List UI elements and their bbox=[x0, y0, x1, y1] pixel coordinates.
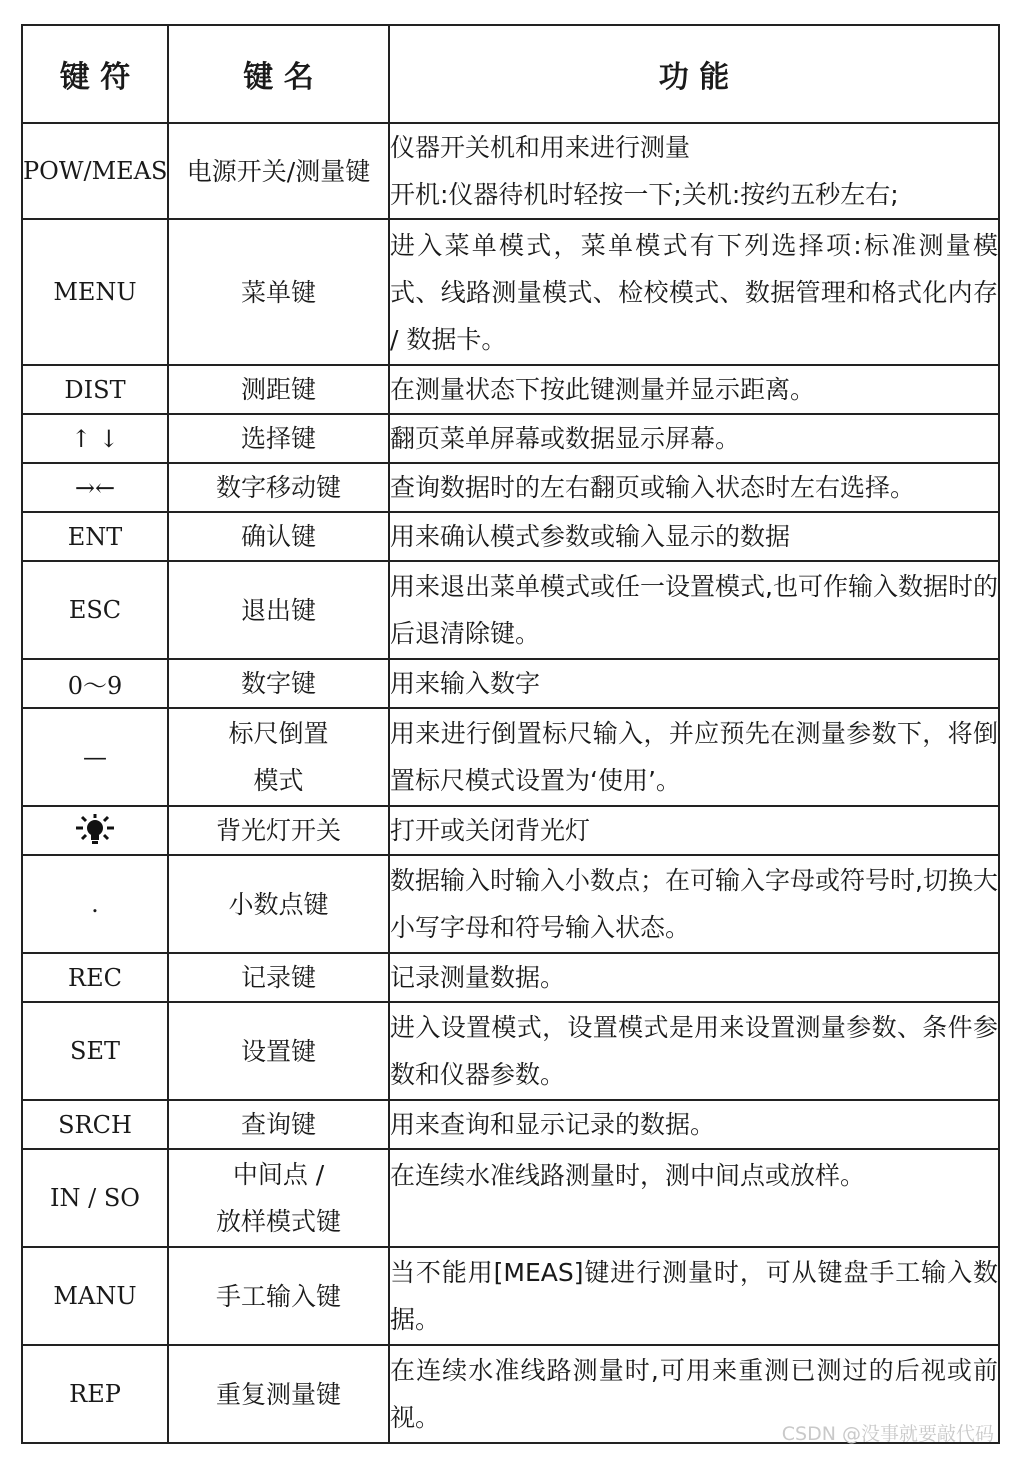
backlight-bulb-icon bbox=[74, 814, 116, 848]
table-row bbox=[22, 414, 999, 463]
key-function: 用来进行倒置标尺输入，并应预先在测量参数下，将倒置标尺模式设置为‘使用’。 bbox=[389, 708, 999, 806]
key-name: 重复测量键 bbox=[168, 1345, 389, 1443]
key-symbol: 0～9 bbox=[22, 659, 168, 708]
key-name: 确认键 bbox=[168, 512, 389, 561]
key-symbol: ESC bbox=[22, 561, 168, 659]
key-name: 选择键 bbox=[168, 414, 389, 463]
key-name: 设置键 bbox=[168, 1002, 389, 1100]
key-function: 打开或关闭背光灯 bbox=[389, 806, 999, 855]
table-row bbox=[22, 855, 999, 953]
key-name: 背光灯开关 bbox=[168, 806, 389, 855]
table-row bbox=[22, 512, 999, 561]
key-name: 电源开关/测量键 bbox=[168, 123, 389, 219]
key-name: 中间点 / 放样模式键 bbox=[168, 1149, 389, 1247]
key-function: 记录测量数据。 bbox=[389, 953, 999, 1002]
key-symbol: REC bbox=[22, 953, 168, 1002]
table-row bbox=[22, 561, 999, 659]
header-symbol: 键 符 bbox=[22, 25, 168, 123]
key-symbol: →← bbox=[22, 463, 168, 512]
key-function: 进入菜单模式，菜单模式有下列选择项:标准测量模式、线路测量模式、检校模式、数据管理和格式化内存 / 数据卡。 bbox=[389, 219, 999, 365]
key-name: 小数点键 bbox=[168, 855, 389, 953]
header-name: 键 名 bbox=[168, 25, 389, 123]
table-row bbox=[22, 953, 999, 1002]
table-row bbox=[22, 1002, 999, 1100]
key-function: 当不能用[MEAS]键进行测量时，可从键盘手工输入数据。 bbox=[389, 1247, 999, 1345]
key-symbol: — bbox=[22, 708, 168, 806]
table-row bbox=[22, 463, 999, 512]
key-function: 用来退出菜单模式或任一设置模式,也可作输入数据时的后退清除键。 bbox=[389, 561, 999, 659]
table-row bbox=[22, 1149, 999, 1247]
header-function: 功 能 bbox=[389, 25, 999, 123]
table-row bbox=[22, 708, 999, 806]
table-row bbox=[22, 1247, 999, 1345]
key-symbol: POW/MEAS bbox=[22, 123, 168, 219]
key-symbol: DIST bbox=[22, 365, 168, 414]
key-symbol: REP bbox=[22, 1345, 168, 1443]
key-name: 数字移动键 bbox=[168, 463, 389, 512]
key-function: 在测量状态下按此键测量并显示距离。 bbox=[389, 365, 999, 414]
key-symbol: SRCH bbox=[22, 1100, 168, 1149]
key-symbol: ENT bbox=[22, 512, 168, 561]
key-symbol: MANU bbox=[22, 1247, 168, 1345]
header-row bbox=[22, 25, 999, 123]
key-symbol bbox=[22, 806, 168, 855]
table-row bbox=[22, 123, 999, 219]
key-function: 用来查询和显示记录的数据。 bbox=[389, 1100, 999, 1149]
table-row bbox=[22, 659, 999, 708]
key-function: 在连续水准线路测量时，测中间点或放样。 bbox=[389, 1149, 999, 1247]
key-function: 数据输入时输入小数点；在可输入字母或符号时,切换大小写字母和符号输入状态。 bbox=[389, 855, 999, 953]
table-row bbox=[22, 1100, 999, 1149]
key-symbol: ↑ ↓ bbox=[22, 414, 168, 463]
key-symbol: SET bbox=[22, 1002, 168, 1100]
key-function-table bbox=[21, 24, 1000, 1444]
key-name: 手工输入键 bbox=[168, 1247, 389, 1345]
key-name: 记录键 bbox=[168, 953, 389, 1002]
key-name: 标尺倒置 模式 bbox=[168, 708, 389, 806]
key-symbol: MENU bbox=[22, 219, 168, 365]
key-symbol: . bbox=[22, 855, 168, 953]
table-row bbox=[22, 219, 999, 365]
key-function: 查询数据时的左右翻页或输入状态时左右选择。 bbox=[389, 463, 999, 512]
key-name: 测距键 bbox=[168, 365, 389, 414]
key-function: 仪器开关机和用来进行测量 开机:仪器待机时轻按一下;关机:按约五秒左右; bbox=[389, 123, 999, 219]
key-function: 用来输入数字 bbox=[389, 659, 999, 708]
key-function: 翻页菜单屏幕或数据显示屏幕。 bbox=[389, 414, 999, 463]
key-symbol: IN / SO bbox=[22, 1149, 168, 1247]
key-function: 用来确认模式参数或输入显示的数据 bbox=[389, 512, 999, 561]
key-name: 查询键 bbox=[168, 1100, 389, 1149]
watermark: CSDN @没事就要敲代码 bbox=[781, 1423, 994, 1445]
key-name: 菜单键 bbox=[168, 219, 389, 365]
key-function: 在连续水准线路测量时,可用来重测已测过的后视或前视。 bbox=[389, 1345, 999, 1443]
table-row bbox=[22, 806, 999, 855]
key-name: 数字键 bbox=[168, 659, 389, 708]
key-name: 退出键 bbox=[168, 561, 389, 659]
table-row bbox=[22, 365, 999, 414]
key-function: 进入设置模式，设置模式是用来设置测量参数、条件参数和仪器参数。 bbox=[389, 1002, 999, 1100]
